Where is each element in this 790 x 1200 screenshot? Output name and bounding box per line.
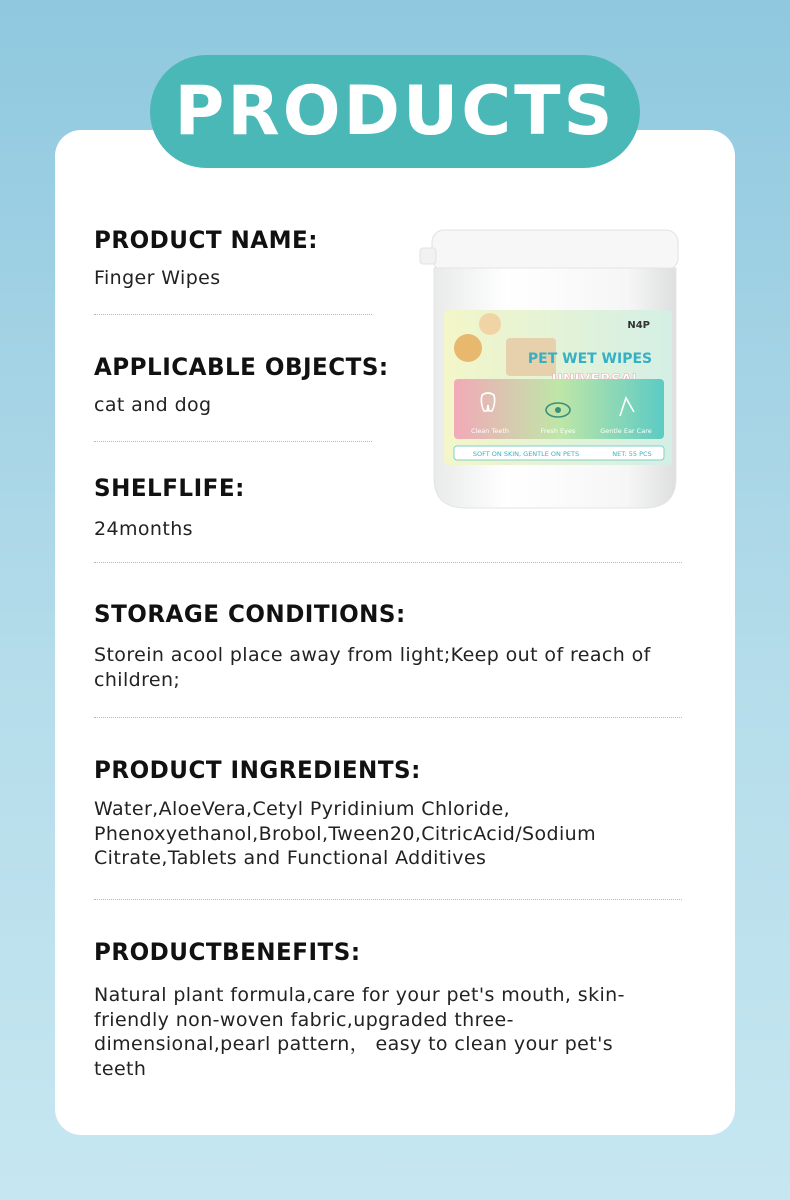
divider (94, 441, 372, 442)
feature-text: Clean Teeth (470, 427, 510, 435)
feature-text: Gentle Ear Care (600, 427, 652, 435)
section-heading: PRODUCT INGREDIENTS: (94, 756, 421, 784)
product-title-text: PET WET WIPES (527, 351, 653, 367)
section-product-benefits (94, 940, 669, 1081)
brand-text: N4P (627, 320, 650, 331)
section-applicable-objects (94, 355, 401, 418)
feature-text: Fresh Eyes (540, 427, 576, 435)
section-heading: STORAGE CONDITIONS: (94, 600, 406, 628)
section-value: Natural plant formula,care for your pet's mouth, skin-friendly non-woven fabric,upgraded three-dimensional,pearl pattern， easy to clean your pet's teeth (94, 984, 625, 1080)
section-value: Water,AloeVera,Cetyl Pyridinium Chloride, Phenoxyethanol,Brobol,Tween20,CitricAcid/Sodium Citrate,Tablets and Functional Additives (94, 798, 597, 869)
section-value: Storein acool place away from light;Keep out of reach of children; (94, 644, 651, 691)
net-text: NET: 55 PCS (612, 450, 652, 458)
section-value: cat and dog (94, 394, 212, 416)
page-title: PRODUCTS (174, 71, 616, 151)
tagline-text: SOFT ON SKIN, GENTLE ON PETS (472, 450, 580, 458)
section-heading: PRODUCT NAME: (94, 226, 318, 254)
section-heading: PRODUCTBENEFITS: (94, 938, 361, 966)
wipes-container-illustration (418, 220, 686, 515)
section-value: Finger Wipes (94, 267, 221, 289)
section-product-ingredients (94, 758, 664, 871)
title-banner (150, 55, 640, 168)
divider (94, 717, 682, 718)
divider (94, 314, 372, 315)
section-heading: APPLICABLE OBJECTS: (94, 353, 389, 381)
section-storage-conditions (94, 602, 694, 692)
divider (94, 562, 682, 563)
section-heading: SHELFLIFE: (94, 474, 245, 502)
section-value: 24months (94, 518, 193, 540)
section-shelflife (94, 476, 251, 542)
section-product-name (94, 228, 327, 291)
product-image (418, 220, 686, 515)
divider (94, 899, 682, 900)
